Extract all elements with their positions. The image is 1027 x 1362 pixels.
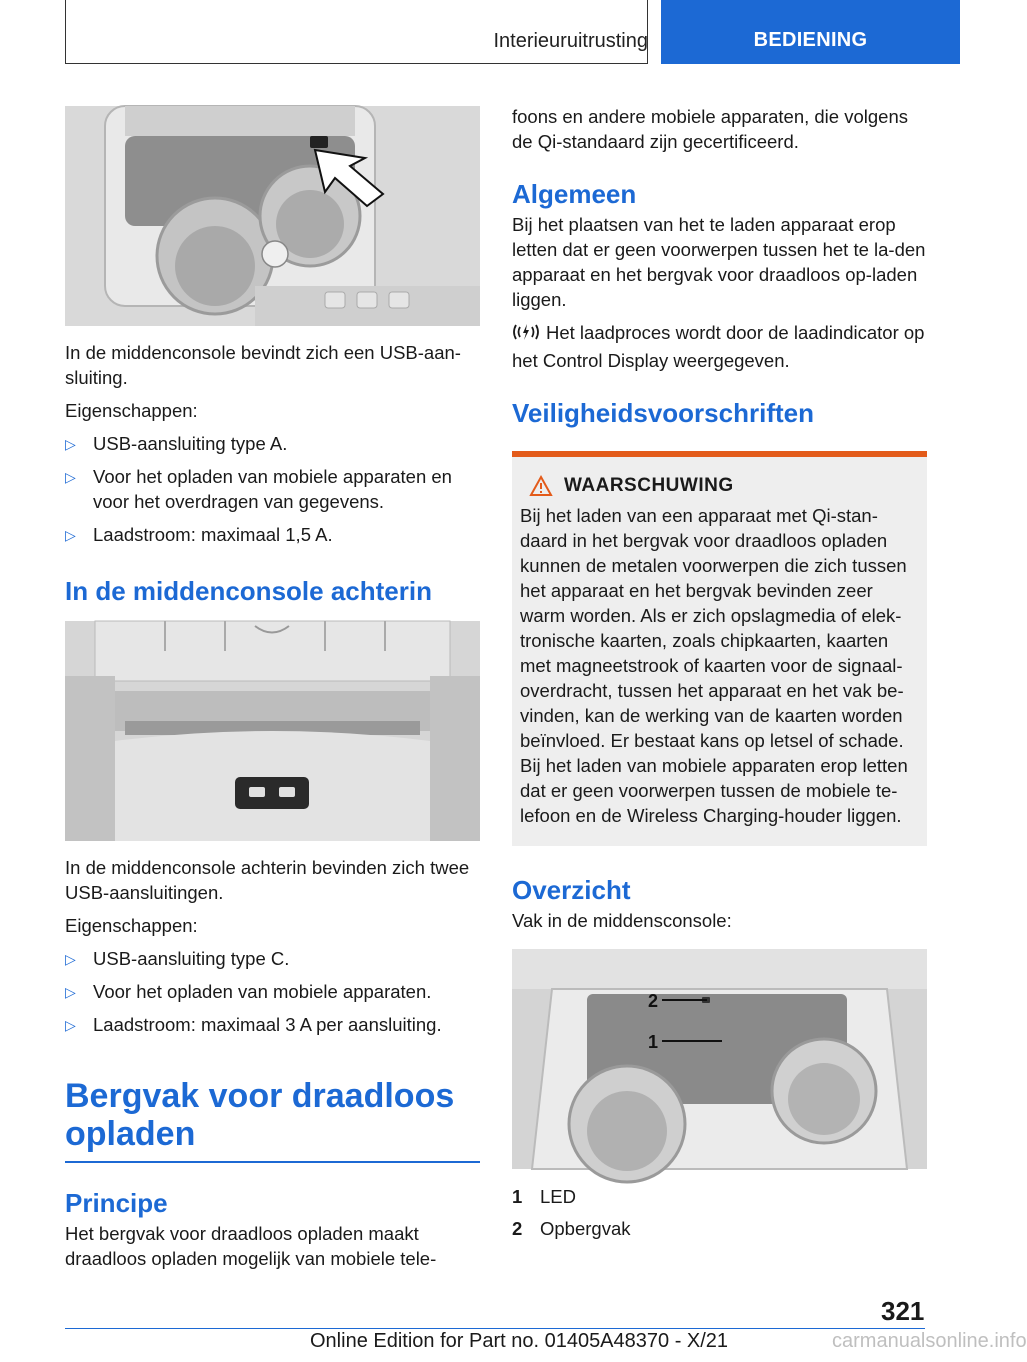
list-item: ▷ Voor het opladen van mobiele apparaten. (65, 979, 480, 1004)
list-item: ▷ Laadstroom: maximaal 3 A per aansluiting. (65, 1012, 480, 1037)
paragraph-continuation: foons en andere mobiele apparaten, die volgens de Qi-standaard zijn gecertificeerd. (512, 106, 908, 152)
list-item: ▷ USB-aansluiting type A. (65, 431, 480, 456)
triangle-bullet-icon: ▷ (65, 1017, 76, 1033)
figure-usb-front-console (65, 106, 480, 326)
bullet-list-2 (65, 946, 480, 1037)
warning-title: WAARSCHUWING (564, 475, 734, 496)
heading-principe: Principe (65, 1188, 168, 1218)
watermark: carmanualsonline.info (832, 1330, 1027, 1352)
list-item: ▷ Laadstroom: maximaal 1,5 A. (65, 522, 480, 547)
footer-edition: Online Edition for Part no. 01405A48370 - X/21 (310, 1330, 729, 1352)
list-item: ▷ USB-aansluiting type C. (65, 946, 480, 971)
paragraph-overzicht: Vak in de middensconsole: (512, 910, 732, 931)
paragraph-algemeen: Bij het plaatsen van het te laden apparaat erop letten dat er geen voorwerpen tussen het te la-den apparaat en het bergvak voor draadloos op-laden liggen. (512, 214, 926, 310)
heading-wireless-charging: Bergvak voor draadloos opladen (65, 1077, 455, 1153)
paragraph-principe: Het bergvak voor draadloos opladen maakt draadloos opladen mogelijk van mobiele tele- (65, 1223, 437, 1269)
page-number: 321 (881, 1296, 925, 1326)
figure-usb-rear-console (65, 621, 480, 841)
figure-legend (512, 1181, 927, 1245)
heading-divider (65, 1161, 480, 1163)
paragraph-usb-front: In de middenconsole bevindt zich een USB-aan-sluiting. (65, 342, 461, 388)
props-label-2: Eigenschappen: (65, 915, 198, 936)
warning-box (512, 451, 927, 846)
warning-triangle-icon (530, 476, 552, 496)
heading-overzicht: Overzicht (512, 875, 631, 905)
paragraph-indicator: Het laadproces wordt door de laadindicator op het Control Display weergegeven. (512, 322, 925, 371)
heading-rear-console: In de middenconsole achterin (65, 576, 432, 606)
list-item: ▷ Voor het opladen van mobiele apparaten en voor het overdragen van gegevens. (65, 466, 452, 512)
right-column (512, 104, 927, 1245)
heading-algemeen: Algemeen (512, 179, 637, 209)
paragraph-usb-rear: In de middenconsole achterin bevinden zich twee USB-aansluitingen. (65, 857, 470, 903)
triangle-bullet-icon: ▷ (65, 469, 76, 485)
left-column (65, 106, 480, 1271)
triangle-bullet-icon: ▷ (65, 436, 76, 452)
triangle-bullet-icon: ▷ (65, 527, 76, 543)
callout-2: 2 (648, 991, 659, 1011)
warning-text: Bij het laden van een apparaat met Qi-stan-daard in het bergvak voor draadloos opladen kunnen de metalen voorwerpen die zich tussen het apparaat en het bergvak bevinden zeer warm worden. Als er zich opslagmedia of elek-tronische kaarten, zoals chipkaarten, kaarten met magneetstrook of kaarten voor de signaal-overdracht, tussen het apparaat en het vak be-vinden, kan de werking van de kaarten worden beïnvloed. Er bestaat kans op letsel of schade. Bij het laden van mobiele apparaten erop letten dat er geen voorwerpen tussen de mobiele te-lefoon en de Wireless Charging-houder liggen. (520, 505, 908, 826)
legend-row: 2 Opbergvak (512, 1218, 631, 1239)
charging-indicator-icon (512, 322, 540, 348)
triangle-bullet-icon: ▷ (65, 984, 76, 1000)
header-chapter-tab: BEDIENING (661, 0, 960, 64)
legend-row: 1 LED (512, 1186, 576, 1207)
footer-divider (65, 1328, 925, 1329)
callout-1: 1 (648, 1032, 659, 1052)
props-label-1: Eigenschappen: (65, 400, 198, 421)
triangle-bullet-icon: ▷ (65, 951, 76, 967)
header-section-title: Interieuruitrusting (493, 30, 648, 52)
figure-overview-console (512, 949, 927, 1169)
heading-veiligheid: Veiligheidsvoorschriften (512, 398, 814, 428)
bullet-list-1 (65, 431, 480, 547)
